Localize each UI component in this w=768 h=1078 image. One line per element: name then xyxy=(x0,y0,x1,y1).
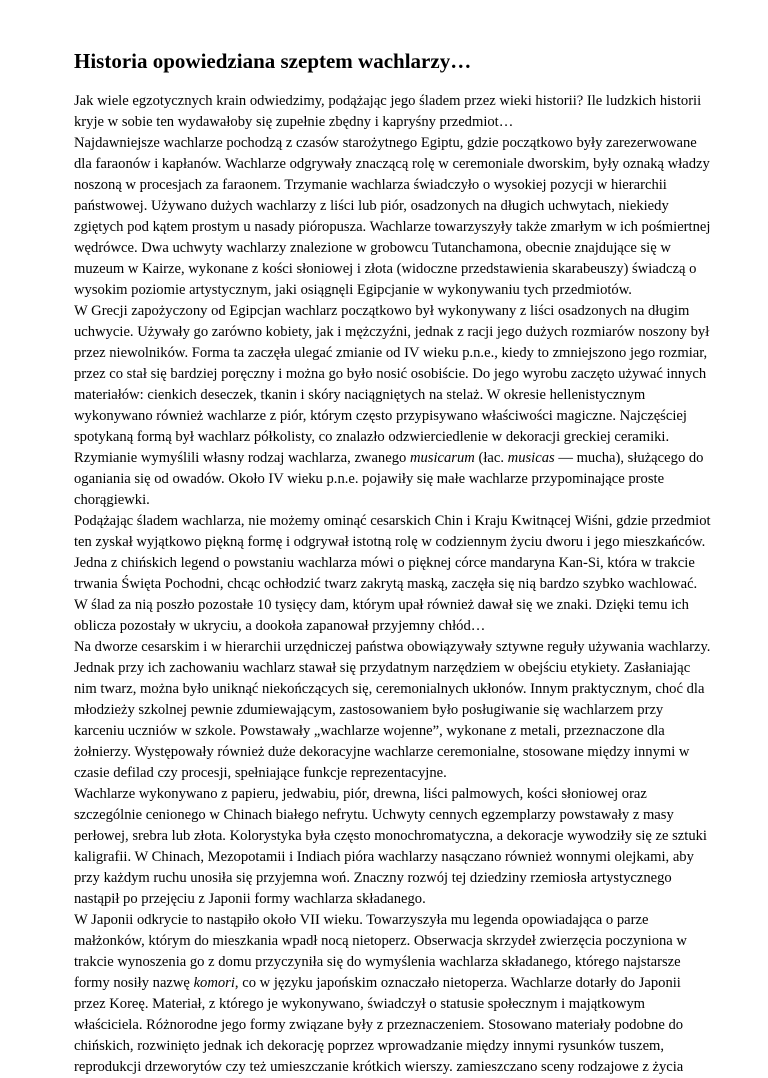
paragraph: W Japonii odkrycie to nastąpiło około VII wieku. Towarzyszyła mu legenda opowiadająca o parze małżonków, którym do mieszkania wpadł nocą nietoperz. Obserwacja skrzydeł zwierzęcia poczyniona w trakcie wynoszenia go z domu przyczyniła się do wymyślenia wachlarza składanego, którego najstarsze formy nosiły nazwę komori, co w języku japońskim oznaczało nietoperza. Wachlarze dotarły do Japonii przez Koreę. Materiał, z którego je wykonywano, świadczył o statusie społecznym i majątkowym właściciela. Różnorodne jego formy związane były z przeznaczeniem. Stosowano materiały podobne do chińskich, rozwinięto jednak ich dekorację poprzez wprowadzanie między innymi rysunków tuszem, reprodukcji drzeworytów czy też umieszczanie krótkich wierszy. zamieszczano sceny rodzajowe z życia xyxy=(74,912,687,1075)
italic-term: musicas xyxy=(507,450,555,466)
paragraph: Jedna z chińskich legend o powstaniu wachlarza mówi o pięknej córce mandaryna Kan-Si, która w trakcie trwania Święta Pochodni, chcąc ochłodzić twarz zakrytą maską, zaczęła się nią bardzo szybko wachlować. W ślad za nią poszło pozostałe 10 tysięcy dam, którym upał również dawał się we znaki. Dzięki temu ich oblicza pozostały w ukryciu, a dookoła zapanował przyjemny chłód… xyxy=(74,555,698,634)
paragraph: Podążając śladem wachlarza, nie możemy ominąć cesarskich Chin i Kraju Kwitnącej Wiśni, gdzie przedmiot ten zyskał wyjątkowo piękną formę i odgrywał istotną rolę w codziennym życiu dworu i jego mieszkańców. xyxy=(74,513,711,550)
document-page xyxy=(74,46,714,1078)
paragraph: Na dworze cesarskim i w hierarchii urzędniczej państwa obowiązywały sztywne reguły używania wachlarzy. Jednak przy ich zachowaniu wachlarz stawał się przydatnym narzędziem w obejściu etykiety. Zasłaniając nim twarz, można było uniknąć niekończących się, ceremonialnych ukłonów. Innym praktycznym, choć dla młodzieży szkolnej pewnie zdumiewającym, zastosowaniem było posługiwanie się wachlarzem przy karceniu uczniów w szkole. Powstawały „wachlarze wojenne”, wykonane z metali, przeznaczone dla żołnierzy. Występowały również duże dekoracyjne wachlarze ceremonialne, stosowane między innymi w czasie defilad czy procesji, spełniające funkcje reprezentacyjne. xyxy=(74,639,711,781)
paragraph: Jak wiele egzotycznych krain odwiedzimy, podążając jego śladem przez wieki historii? Ile ludzkich historii kryje w sobie ten wydawałoby się zupełnie zbędny i kapryśny przedmiot… xyxy=(74,93,702,130)
document-title: Historia opowiedziana szeptem wachlarzy… xyxy=(74,49,472,73)
paragraph: Rzymianie wymyślili własny rodzaj wachlarza, zwanego musicarum (łac. musicas — mucha), służącego do oganiania się od owadów. Około IV wieku p.n.e. pojawiły się małe wachlarze przypominające proste chorągiewki. xyxy=(74,450,704,508)
italic-term: musicarum xyxy=(409,450,475,466)
paragraph: Najdawniejsze wachlarze pochodzą z czasów starożytnego Egiptu, gdzie początkowo były zarezerwowane dla faraonów i kapłanów. Wachlarze odgrywały znaczącą rolę w ceremoniale dworskim, były oznaką władzy noszoną w procesjach za faraonem. Trzymanie wachlarza świadczyło o wysokiej pozycji w hierarchii państwowej. Używano dużych wachlarzy z liści lub piór, osadzonych na długich uchwytach, niekiedy zgiętych pod kątem prostym u nasady pióropusza. Wachlarze towarzyszyły także zmarłym w ich pośmiertnej wędrówce. Dwa uchwyty wachlarzy znalezione w grobowcu Tutanchamona, obecnie znajdujące się w muzeum w Kairze, wykonane z kości słoniowej i złota (widoczne przedstawienia skarabeuszy) świadczą o wysokim poziomie artystycznym, jaki osiągnęli Egipcjanie w wykonywaniu tych przedmiotów. xyxy=(74,135,711,298)
italic-term: komori xyxy=(193,975,235,991)
paragraph: W Grecji zapożyczony od Egipcjan wachlarz początkowo był wykonywany z liści osadzonych na długim uchwycie. Używały go zarówno kobiety, jak i mężczyźni, jednak z racji jego dużych rozmiarów noszony był przez niewolników. Forma ta zaczęła ulegać zmianie od IV wieku p.n.e., kiedy to zmniejszono jego rozmiar, przez co stał się bardziej poręczny i można go było nosić osobiście. Do jego wyrobu zaczęto używać innych materiałów: cienkich deseczek, tkanin i skóry naciągniętych na stelaż. W okresie hellenistycznym wykonywano również wachlarze z piór, którym często przypisywano właściwości magiczne. Najczęściej spotykaną formą był wachlarz półkolisty, co znalazło odzwierciedlenie w dekoracji greckiej ceramiki. xyxy=(74,303,710,445)
paragraph: Wachlarze wykonywano z papieru, jedwabiu, piór, drewna, liści palmowych, kości słoniowej oraz szczególnie cenionego w Chinach białego nefrytu. Uchwyty cennych egzemplarzy powstawały z masy perłowej, srebra lub złota. Kolorystyka była często monochromatyczna, a dekoracje wywodziły się ze sztuki kaligrafii. W Chinach, Mezopotamii i Indiach pióra wachlarzy nasączano również wonnymi olejkami, aby przy każdym ruchu unosiła się przyjemna woń. Znaczny rozwój tej dziedziny rzemiosła artystycznego nastąpił po przejęciu z Japonii formy wachlarza składanego. xyxy=(74,786,707,907)
